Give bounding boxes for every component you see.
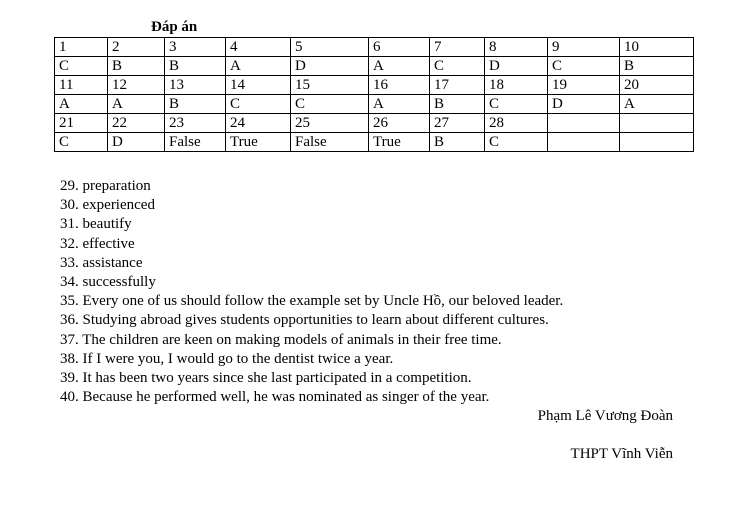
question-number-cell: 17	[430, 76, 485, 95]
question-number-cell: 2	[108, 38, 165, 57]
answer-cell	[548, 133, 620, 152]
author-name: Phạm Lê Vương Đoàn	[537, 408, 673, 424]
question-number-cell: 4	[226, 38, 291, 57]
question-number-cell: 6	[369, 38, 430, 57]
question-number-cell: 9	[548, 38, 620, 57]
question-number-cell: 22	[108, 114, 165, 133]
answer-row	[55, 133, 694, 152]
question-number-cell: 8	[485, 38, 548, 57]
answer-cell: False	[291, 133, 369, 152]
answer-cell: C	[55, 133, 108, 152]
question-number-cell: 28	[485, 114, 548, 133]
answer-cell: False	[165, 133, 226, 152]
answer-cell: B	[165, 57, 226, 76]
answer-cell: C	[548, 57, 620, 76]
question-number-cell: 16	[369, 76, 430, 95]
answer-cell: C	[485, 133, 548, 152]
answer-line: 39. It has been two years since she last participated in a competition.	[60, 370, 472, 387]
answer-cell: True	[369, 133, 430, 152]
answer-line: 29. preparation	[60, 178, 151, 194]
answer-line: 30. experienced	[60, 197, 155, 214]
question-number-cell: 21	[55, 114, 108, 133]
answer-cell	[620, 133, 694, 152]
question-number-row	[55, 114, 694, 133]
question-number-cell	[620, 114, 694, 133]
answer-cell: C	[55, 57, 108, 76]
answer-cell: D	[108, 133, 165, 152]
question-number-cell: 18	[485, 76, 548, 95]
question-number-cell: 11	[55, 76, 108, 95]
answer-line: 40. Because he performed well, he was nominated as singer of the year.	[60, 389, 490, 406]
answer-cell: C	[226, 95, 291, 114]
answer-cell: D	[291, 57, 369, 76]
answer-line: 31. beautify	[60, 216, 132, 233]
answer-cell: B	[165, 95, 226, 114]
question-number-cell: 13	[165, 76, 226, 95]
question-number-cell: 12	[108, 76, 165, 95]
question-number-cell: 5	[291, 38, 369, 57]
answer-line: 33. assistance	[60, 254, 143, 271]
school-name: THPT Vĩnh Viễn	[570, 446, 673, 462]
question-number-cell	[548, 114, 620, 133]
answer-row	[55, 57, 694, 76]
question-number-cell: 19	[548, 76, 620, 95]
answer-row	[55, 95, 694, 114]
question-number-cell: 7	[430, 38, 485, 57]
answer-line: 35. Every one of us should follow the example set by Uncle Hồ, our beloved leader.	[60, 293, 564, 310]
question-number-row	[55, 38, 694, 57]
answer-line: 34. successfully	[60, 274, 156, 291]
written-answers-list	[60, 177, 563, 407]
answer-cell: A	[620, 95, 694, 114]
question-number-cell: 27	[430, 114, 485, 133]
answer-cell: True	[226, 133, 291, 152]
answer-cell: A	[369, 57, 430, 76]
question-number-cell: 23	[165, 114, 226, 133]
answer-cell: A	[369, 95, 430, 114]
answer-cell: C	[485, 95, 548, 114]
answer-line: 36. Studying abroad gives students opportunities to learn about different cultures.	[60, 312, 549, 329]
question-number-cell: 26	[369, 114, 430, 133]
question-number-cell: 10	[620, 38, 694, 57]
answer-cell: B	[430, 95, 485, 114]
answer-cell: B	[108, 57, 165, 76]
answer-line: 38. If I were you, I would go to the dentist twice a year.	[60, 350, 394, 367]
answer-key-heading: Đáp án	[151, 19, 198, 35]
answer-cell: D	[548, 95, 620, 114]
answer-line: 37. The children are keen on making models of animals in their free time.	[60, 331, 502, 348]
question-number-cell: 1	[55, 38, 108, 57]
answer-cell: A	[55, 95, 108, 114]
question-number-cell: 20	[620, 76, 694, 95]
question-number-cell: 24	[226, 114, 291, 133]
answer-cell: A	[226, 57, 291, 76]
answer-cell: C	[430, 57, 485, 76]
question-number-cell: 3	[165, 38, 226, 57]
answer-cell: A	[108, 95, 165, 114]
answer-cell: D	[485, 57, 548, 76]
question-number-cell: 25	[291, 114, 369, 133]
answer-table	[54, 37, 694, 152]
answer-cell: B	[620, 57, 694, 76]
question-number-cell: 15	[291, 76, 369, 95]
answer-line: 32. effective	[60, 235, 135, 252]
answer-cell: C	[291, 95, 369, 114]
question-number-cell: 14	[226, 76, 291, 95]
answer-cell: B	[430, 133, 485, 152]
question-number-row	[55, 76, 694, 95]
